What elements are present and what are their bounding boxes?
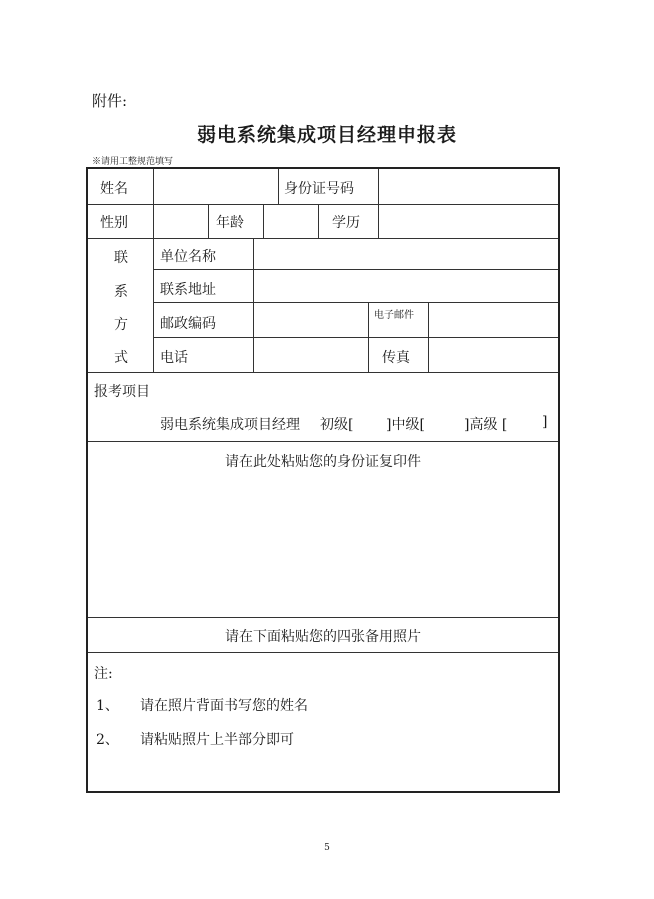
name-label: 姓名: [100, 181, 128, 197]
note-number-1: 1、: [96, 698, 119, 714]
email-label: 电子邮件: [374, 310, 414, 321]
column-divider: [278, 169, 279, 204]
application-form-table: [86, 167, 560, 793]
column-divider: [368, 302, 369, 372]
contact-char-1: 联: [114, 250, 128, 266]
exam-project-name: 弱电系统集成项目经理: [160, 417, 300, 433]
level-end-bracket: ]: [542, 414, 548, 430]
column-divider: [253, 238, 254, 372]
id-copy-instruction: 请在此处粘贴您的身份证复印件: [225, 454, 421, 470]
id-number-label: 身份证号码: [284, 181, 354, 197]
contact-char-3: 方: [114, 317, 128, 333]
row-divider: [153, 337, 558, 338]
fill-instruction-note: ※请用工整规范填写: [92, 157, 174, 167]
education-label: 学历: [332, 215, 360, 231]
row-divider: [88, 204, 558, 205]
row-divider: [88, 372, 558, 373]
level-senior-label: ]高级 [: [464, 417, 508, 433]
postcode-label: 邮政编码: [160, 316, 216, 332]
note-number-2: 2、: [96, 732, 119, 748]
row-divider: [88, 652, 558, 653]
attachment-label: 附件:: [92, 92, 128, 110]
exam-project-heading: 报考项目: [94, 384, 150, 400]
row-divider: [153, 302, 558, 303]
level-junior-label: 初级[: [320, 417, 354, 433]
company-name-label: 单位名称: [160, 249, 216, 265]
row-divider: [153, 269, 558, 270]
column-divider: [208, 204, 209, 238]
row-divider: [88, 238, 558, 239]
fax-label: 传真: [382, 350, 410, 366]
column-divider: [263, 204, 264, 238]
level-mid-label: ]中级[: [386, 417, 425, 433]
form-title: 弱电系统集成项目经理申报表: [196, 124, 457, 146]
column-divider: [153, 169, 154, 372]
note-text-2: 请粘贴照片上半部分即可: [140, 732, 294, 748]
contact-char-2: 系: [114, 284, 128, 300]
column-divider: [318, 204, 319, 238]
column-divider: [428, 302, 429, 372]
notes-heading: 注:: [94, 666, 113, 682]
address-label: 联系地址: [160, 282, 216, 298]
column-divider: [378, 169, 379, 238]
photo-instruction: 请在下面粘贴您的四张备用照片: [225, 629, 421, 645]
gender-label: 性别: [100, 215, 128, 231]
phone-label: 电话: [160, 350, 188, 366]
contact-char-4: 式: [114, 350, 128, 366]
note-text-1: 请在照片背面书写您的姓名: [140, 698, 308, 714]
row-divider: [88, 617, 558, 618]
row-divider: [88, 441, 558, 442]
page-number: 5: [324, 843, 330, 853]
age-label: 年龄: [216, 215, 244, 231]
